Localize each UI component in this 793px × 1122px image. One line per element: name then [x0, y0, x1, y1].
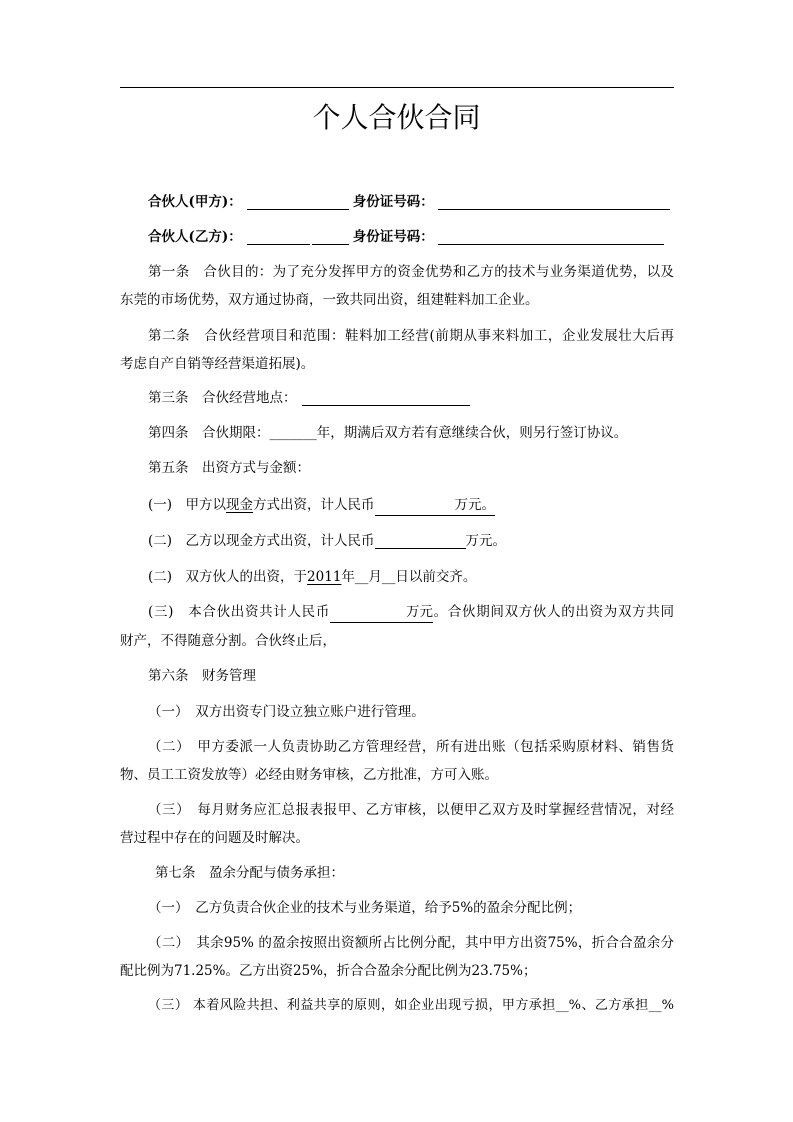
party-b-label: 合伙人(乙方)：: [148, 229, 242, 245]
header-rule: [120, 87, 674, 88]
article-5-item-1-unit: 万元。: [454, 497, 496, 513]
party-a-row: [120, 188, 674, 216]
article-5-item-4-unit: 万元: [406, 604, 433, 620]
article-5-item-4-line-1: [120, 598, 674, 626]
article-5-item-3-text-a: (二) 双方伙人的出资，于: [148, 569, 308, 585]
article-7-item-2-line-1: （二） 其余95% 的盈余按照出资额所占比例分配，其中甲方出资75%，折合合盈余分: [148, 935, 674, 951]
party-b-row: [120, 223, 674, 251]
article-3-row: [120, 384, 674, 412]
business-address-blank: [302, 391, 470, 406]
party-b-amount-blank: [375, 534, 466, 549]
article-7-item-2-line-2: 配比例为71.25%。乙方出资25%，折合合盈余分配比例为23.75%；: [120, 963, 537, 979]
party-a-id-blank: [438, 195, 670, 210]
article-5-item-1-text-b: 方式出资，计人民币: [253, 497, 375, 513]
article-5-item-2-unit: 万元。: [465, 533, 507, 549]
party-b-name-blank-2: [312, 230, 349, 245]
article-7-item-1: （一） 乙方负责合伙企业的技术与业务渠道，给予5%的盈余分配比例；: [148, 900, 582, 916]
article-5-item-3-year: 2011: [307, 569, 342, 585]
article-5-heading: 第五条 出资方式与金额：: [148, 460, 310, 476]
party-b-name-blank: [247, 230, 310, 245]
party-b-id-blank: [438, 230, 664, 245]
article-6-heading: 第六条 财务管理: [148, 668, 256, 684]
article-6-item-2-line-2: 物、员工工资发放等）必经由财务审核，乙方批准，方可入账。: [120, 767, 498, 783]
article-6-item-2-line-1: （二） 甲方委派一人负责协助乙方管理经营，所有进出账（包括采购原材料、销售货: [148, 739, 674, 755]
article-5-item-4-text-a: (三) 本合伙出资共计人民币: [148, 604, 330, 620]
article-5-item-2-text-a: (二) 乙方以现金方式出资，计人民币: [148, 533, 375, 549]
article-5-item-1: [120, 491, 674, 519]
article-2-line-2: 考虑自产自销等经营渠道拓展)。: [120, 356, 315, 372]
article-6-item-1: （一） 双方出资专门设立独立账户进行管理。: [148, 704, 425, 720]
article-5-item-3: [120, 563, 674, 591]
article-5-item-1-cash: 现金: [226, 497, 254, 513]
article-3-text: 第三条 合伙经营地点：: [148, 390, 297, 406]
article-5-item-4-line-2: 财产，不得随意分割。合伙终止后，: [120, 633, 336, 649]
article-7-item-3: （三） 本着风险共担、利益共享的原则，如企业出现亏损，甲方承担__%、乙方承担__%: [148, 998, 674, 1013]
article-5-item-4-text-b: 。合伙期间双方伙人的出资为双方共同: [433, 604, 674, 620]
party-a-id-label: 身份证号码：: [352, 194, 434, 210]
article-6-item-3-line-1: （三） 每月财务应汇总报表报甲、乙方审核，以便甲乙双方及时掌握经营情况，对经: [148, 802, 674, 818]
article-5-item-3-text-b: 年__月__日以前交齐。: [341, 569, 477, 585]
article-7-heading: 第七条 盈余分配与债务承担：: [155, 865, 344, 881]
article-1-line-2: 东莞的市场优势，双方通过协商，一致共同出资，组建鞋料加工企业。: [120, 292, 539, 308]
party-a-label: 合伙人(甲方)：: [148, 194, 242, 210]
article-5-item-2: [120, 527, 674, 555]
document-title: 个人合伙合同: [312, 101, 481, 134]
party-a-amount-blank: [375, 498, 496, 516]
party-b-id-label: 身份证号码：: [352, 229, 434, 245]
article-5-item-1-text-a: (一) 甲方以: [148, 497, 227, 513]
article-6-item-3-line-2: 营过程中存在的问题及时解决。: [120, 830, 309, 846]
article-4-text: 第四条 合伙期限：_______年，期满后双方若有意继续合伙，则另行签订协议。: [148, 425, 628, 441]
total-amount-blank: [330, 605, 433, 623]
article-2-line-1: 第二条 合伙经营项目和范围：鞋料加工经营(前期从事来料加工，企业发展壮大后再: [148, 328, 674, 344]
party-a-name-blank: [247, 195, 349, 210]
article-1-line-1: 第一条 合伙目的：为了充分发挥甲方的资金优势和乙方的技术与业务渠道优势，以及: [148, 264, 674, 280]
